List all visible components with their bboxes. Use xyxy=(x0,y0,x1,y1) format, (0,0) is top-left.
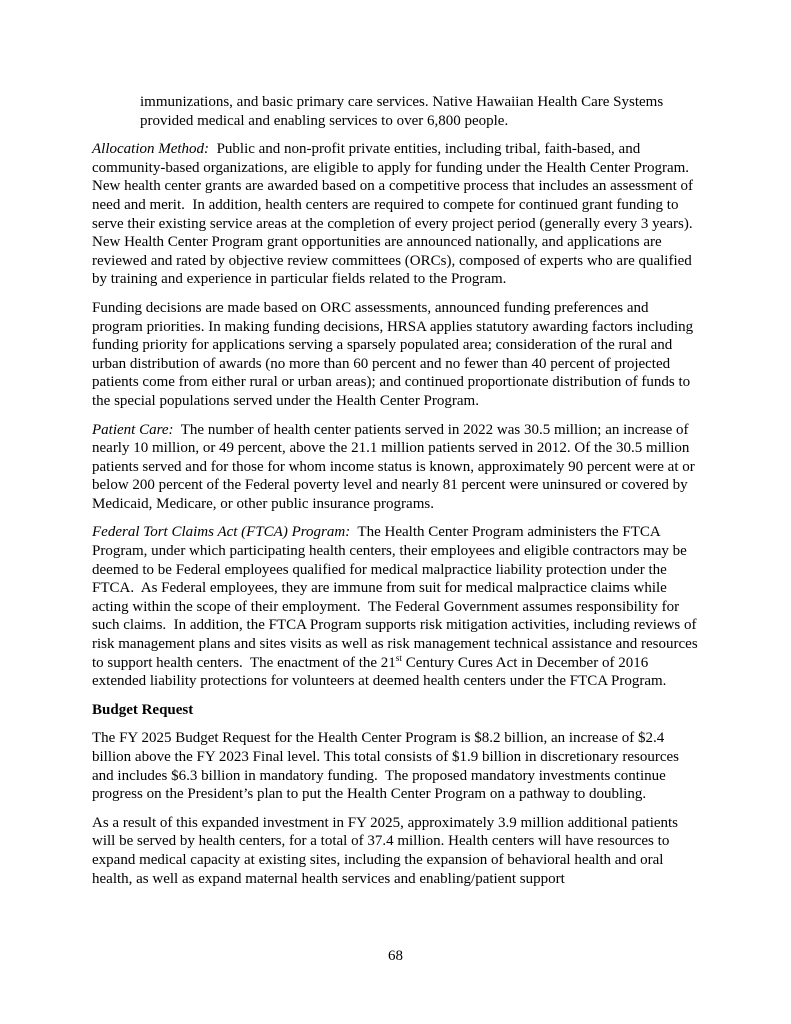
budget-request-heading: Budget Request xyxy=(92,701,194,718)
paragraph-funding-decisions: Funding decisions are made based on ORC assessments, announced funding preferences and program priorities. In making funding decisions, HRSA applies statutory awarding factors including funding priority for applications serving a sparsely populated area; consideration of the rural and urban distribution of awards (no more than 60 percent and no fewer than 40 percent of projected patients come from either rural or urban areas); and continued proportionate distribution of funds to the special populations served under the Health Center Program. xyxy=(92,299,697,409)
ftca-ordinal-superscript: st xyxy=(395,653,402,664)
allocation-method-body: Public and non-profit private entities, including tribal, faith-based, and community-based organizations, are eligible to apply for funding under the Health Center Program. New health center grants are awarded based on a competitive process that includes an assessment of need and merit. In addition, health centers are required to compete for continued grant funding to serve their existing service areas at the completion of every project period (generally every 3 years). New Health Center Program grant opportunities are announced nationally, and applications are reviewed and rated by objective review committees (ORCs), composed of experts who are qualified by training and experience in particular fields related to the Program. xyxy=(92,141,697,288)
ftca-body-after-superscript: Century Cures Act in December of 2016 extended liability protections for volunteers at deemed health centers under the FTCA Program. xyxy=(92,654,667,690)
paragraph-budget-request-summary: The FY 2025 Budget Request for the Health Center Program is $8.2 billion, an increase of $2.4 billion above the FY 2023 Final level. This total consists of $1.9 billion in discretionary resources and includes $6.3 billion in mandatory funding. The proposed mandatory investments continue progress on the President’s plan to put the Health Center Program on a pathway to doubling. xyxy=(92,730,683,803)
allocation-method-label: Allocation Method: xyxy=(92,141,210,158)
patient-care-body: The number of health center patients served in 2022 was 30.5 million; an increase of nearly 10 million, or 49 percent, above the 21.1 million patients served in 2012. Of the 30.5 million patients served and for those for whom income status is known, approximately 90 percent were at or below 200 percent of the Federal poverty level and nearly 81 percent were uninsured or covered by Medicaid, Medicare, or other public insurance programs. xyxy=(92,421,699,512)
paragraph-native-hawaiian-continuation: immunizations, and basic primary care services. Native Hawaiian Health Care Systems provided medical and enabling services to over 6,800 people. xyxy=(140,94,667,129)
paragraph-budget-request-impact: As a result of this expanded investment in FY 2025, approximately 3.9 million additional patients will be served by health centers, for a total of 37.4 million. Health centers will have resources to expand medical capacity at existing sites, including the expansion of behavioral health and oral health, as well as expand maternal health services and enabling/patient support xyxy=(92,814,682,887)
ftca-label: Federal Tort Claims Act (FTCA) Program: xyxy=(92,524,351,541)
patient-care-label: Patient Care: xyxy=(92,421,174,438)
page-number: 68 xyxy=(388,948,403,965)
ftca-body-before-superscript: The Health Center Program administers the FTCA Program, under which participating health centers, their employees and eligible contractors may be deemed to be Federal employees qualified for medical malpractice liability protection under the FTCA. As Federal employees, they are immune from suit for medical malpractice claims while acting within the scope of their employment. The Federal Government assumes responsibility for such claims. In addition, the FTCA Program supports risk mitigation activities, including reviews of risk management plans and sites visits as well as risk management technical assistance and resources to support health centers. The enactment of the 21 xyxy=(92,524,702,671)
paragraph-ftca xyxy=(92,523,701,690)
paragraph-allocation-method xyxy=(92,140,701,289)
paragraph-patient-care xyxy=(92,421,701,514)
